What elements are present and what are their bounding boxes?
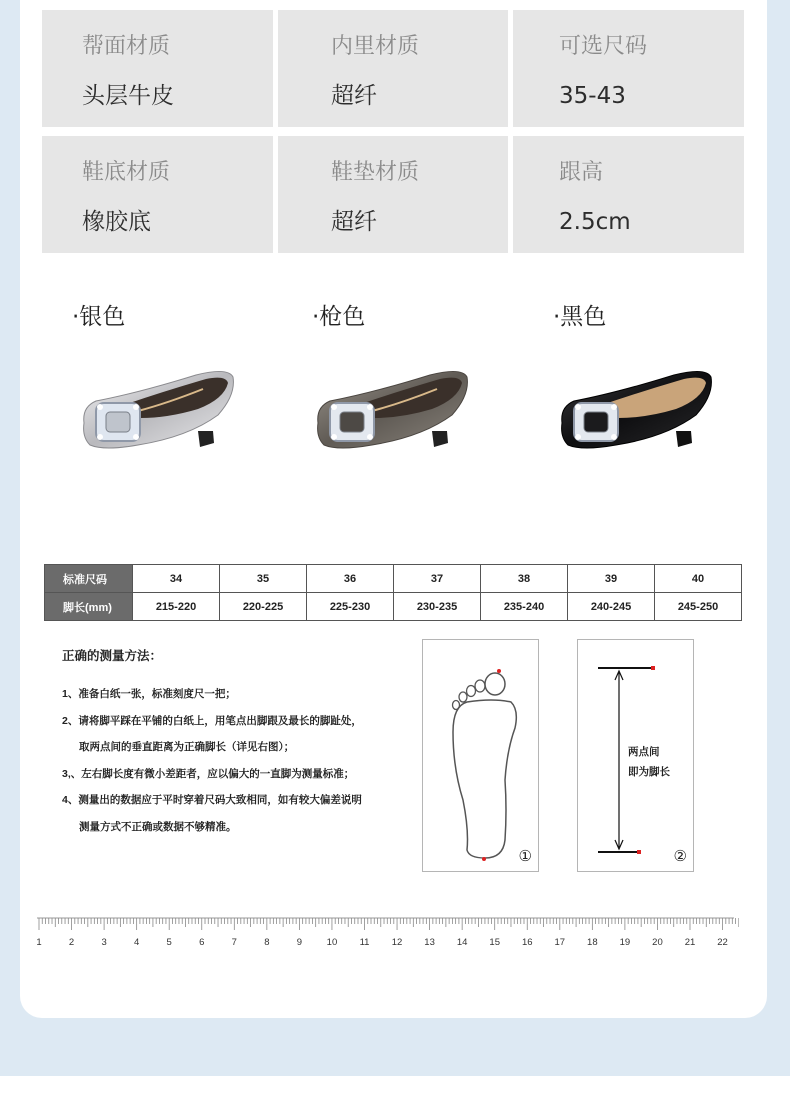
measure-title: 正确的测量方法：: [62, 649, 163, 663]
ruler-number: 17: [554, 937, 566, 948]
length-row-header: 脚长(mm): [45, 593, 133, 621]
figure-number-1: ①: [518, 847, 532, 865]
spec-row-1: [42, 10, 744, 127]
spec-insole-material: [278, 136, 508, 253]
length-cell: 225-230: [307, 593, 394, 621]
size-cell: 35: [220, 565, 307, 593]
foot-length-figure: [577, 639, 694, 872]
color-label-silver[interactable]: ·银色: [72, 304, 126, 330]
size-cell: 40: [655, 565, 742, 593]
black-shoe-image[interactable]: [556, 365, 716, 461]
ruler-number: 10: [326, 937, 338, 948]
table-row: [45, 593, 742, 621]
measure-step: 取两点间的垂直距离为正确脚长（详见右图）；: [79, 741, 295, 753]
size-chart-table: [44, 564, 742, 621]
ruler-number: 19: [619, 937, 631, 948]
ruler-ticks: [39, 918, 739, 930]
spec-label: 跟高: [559, 160, 604, 185]
ruler-number: 5: [166, 937, 172, 948]
length-cell: 215-220: [133, 593, 220, 621]
spec-label: 鞋垫材质: [331, 160, 420, 185]
ruler-number: 16: [521, 937, 533, 948]
foot-outline-figure: [422, 639, 539, 872]
size-cell: 37: [394, 565, 481, 593]
spec-label: 帮面材质: [82, 34, 171, 59]
spec-value: 2.5cm: [559, 209, 631, 235]
measure-step: 2、请将脚平踩在平铺的白纸上，用笔点出脚跟及最长的脚趾处，: [62, 714, 362, 727]
caption-line-1: 两点间: [628, 746, 660, 758]
ruler-number: 12: [391, 937, 403, 948]
spec-value: 橡胶底: [82, 209, 151, 235]
spec-heel-height: [513, 136, 744, 253]
spec-upper-material: [42, 10, 273, 127]
spec-value: 头层牛皮: [82, 83, 174, 109]
length-cell: 220-225: [220, 593, 307, 621]
table-row: [45, 565, 742, 593]
ruler-number: 9: [296, 937, 303, 948]
size-cell: 36: [307, 565, 394, 593]
foot-length-caption: [628, 742, 670, 782]
ruler-number: 4: [134, 937, 140, 948]
ruler-number: 14: [456, 937, 468, 948]
spec-sizes-available: [513, 10, 744, 127]
spec-label: 可选尺码: [559, 34, 648, 59]
ruler-number: 6: [199, 937, 205, 948]
page-bottom-band: [0, 1076, 790, 1096]
measure-step: 测量方式不正确或数据不够精准。: [79, 820, 237, 833]
size-cell: 34: [133, 565, 220, 593]
size-cell: 39: [568, 565, 655, 593]
length-cell: 230-235: [394, 593, 481, 621]
spec-row-2: [42, 136, 744, 253]
ruler-number: 22: [717, 937, 728, 948]
figure-number-2: ②: [673, 847, 687, 865]
length-cell: 235-240: [481, 593, 568, 621]
ruler-number: 1: [36, 937, 42, 948]
measure-step: 1、准备白纸一张，标准刻度尺一把；: [62, 688, 236, 700]
length-cell: 245-250: [655, 593, 742, 621]
ruler-number: 8: [264, 937, 270, 948]
ruler-numbers: [36, 937, 727, 948]
spec-label: 内里材质: [331, 34, 420, 59]
ruler-number: 2: [68, 937, 75, 948]
measure-step: 4、测量出的数据应于平时穿着尺码大致相同，如有较大偏差说明: [62, 794, 362, 806]
measure-instructions: [62, 646, 362, 840]
gunmetal-shoe-image[interactable]: [312, 365, 472, 461]
spec-value: 35-43: [559, 83, 626, 109]
size-cell: 38: [481, 565, 568, 593]
centimeter-ruler: [34, 914, 739, 954]
silver-shoe-image[interactable]: [78, 365, 238, 461]
ruler-number: 3: [101, 937, 107, 948]
spec-lining-material: [278, 10, 508, 127]
ruler-number: 7: [231, 937, 237, 948]
ruler-number: 18: [587, 937, 598, 948]
ruler-number: 21: [684, 937, 696, 948]
ruler-number: 15: [489, 937, 500, 948]
spec-label: 鞋底材质: [82, 160, 171, 185]
color-label-gunmetal[interactable]: ·枪色: [312, 304, 366, 330]
spec-sole-material: [42, 136, 273, 253]
color-label-black[interactable]: ·黑色: [553, 304, 607, 330]
size-row-header: 标准尺码: [45, 565, 133, 593]
spec-grid: [42, 10, 744, 262]
ruler-number: 13: [424, 937, 435, 948]
measure-step: 3,、左右脚长度有微小差距者，应以偏大的一直脚为测量标准；: [62, 767, 355, 780]
caption-line-2: 即为脚长: [628, 766, 670, 778]
product-detail-card: [20, 0, 767, 1018]
spec-value: 超纤: [331, 209, 377, 235]
length-cell: 240-245: [568, 593, 655, 621]
ruler-number: 11: [359, 937, 370, 948]
spec-value: 超纤: [331, 83, 377, 109]
foot-outline-icon: [423, 640, 540, 873]
ruler-number: 20: [652, 937, 663, 948]
